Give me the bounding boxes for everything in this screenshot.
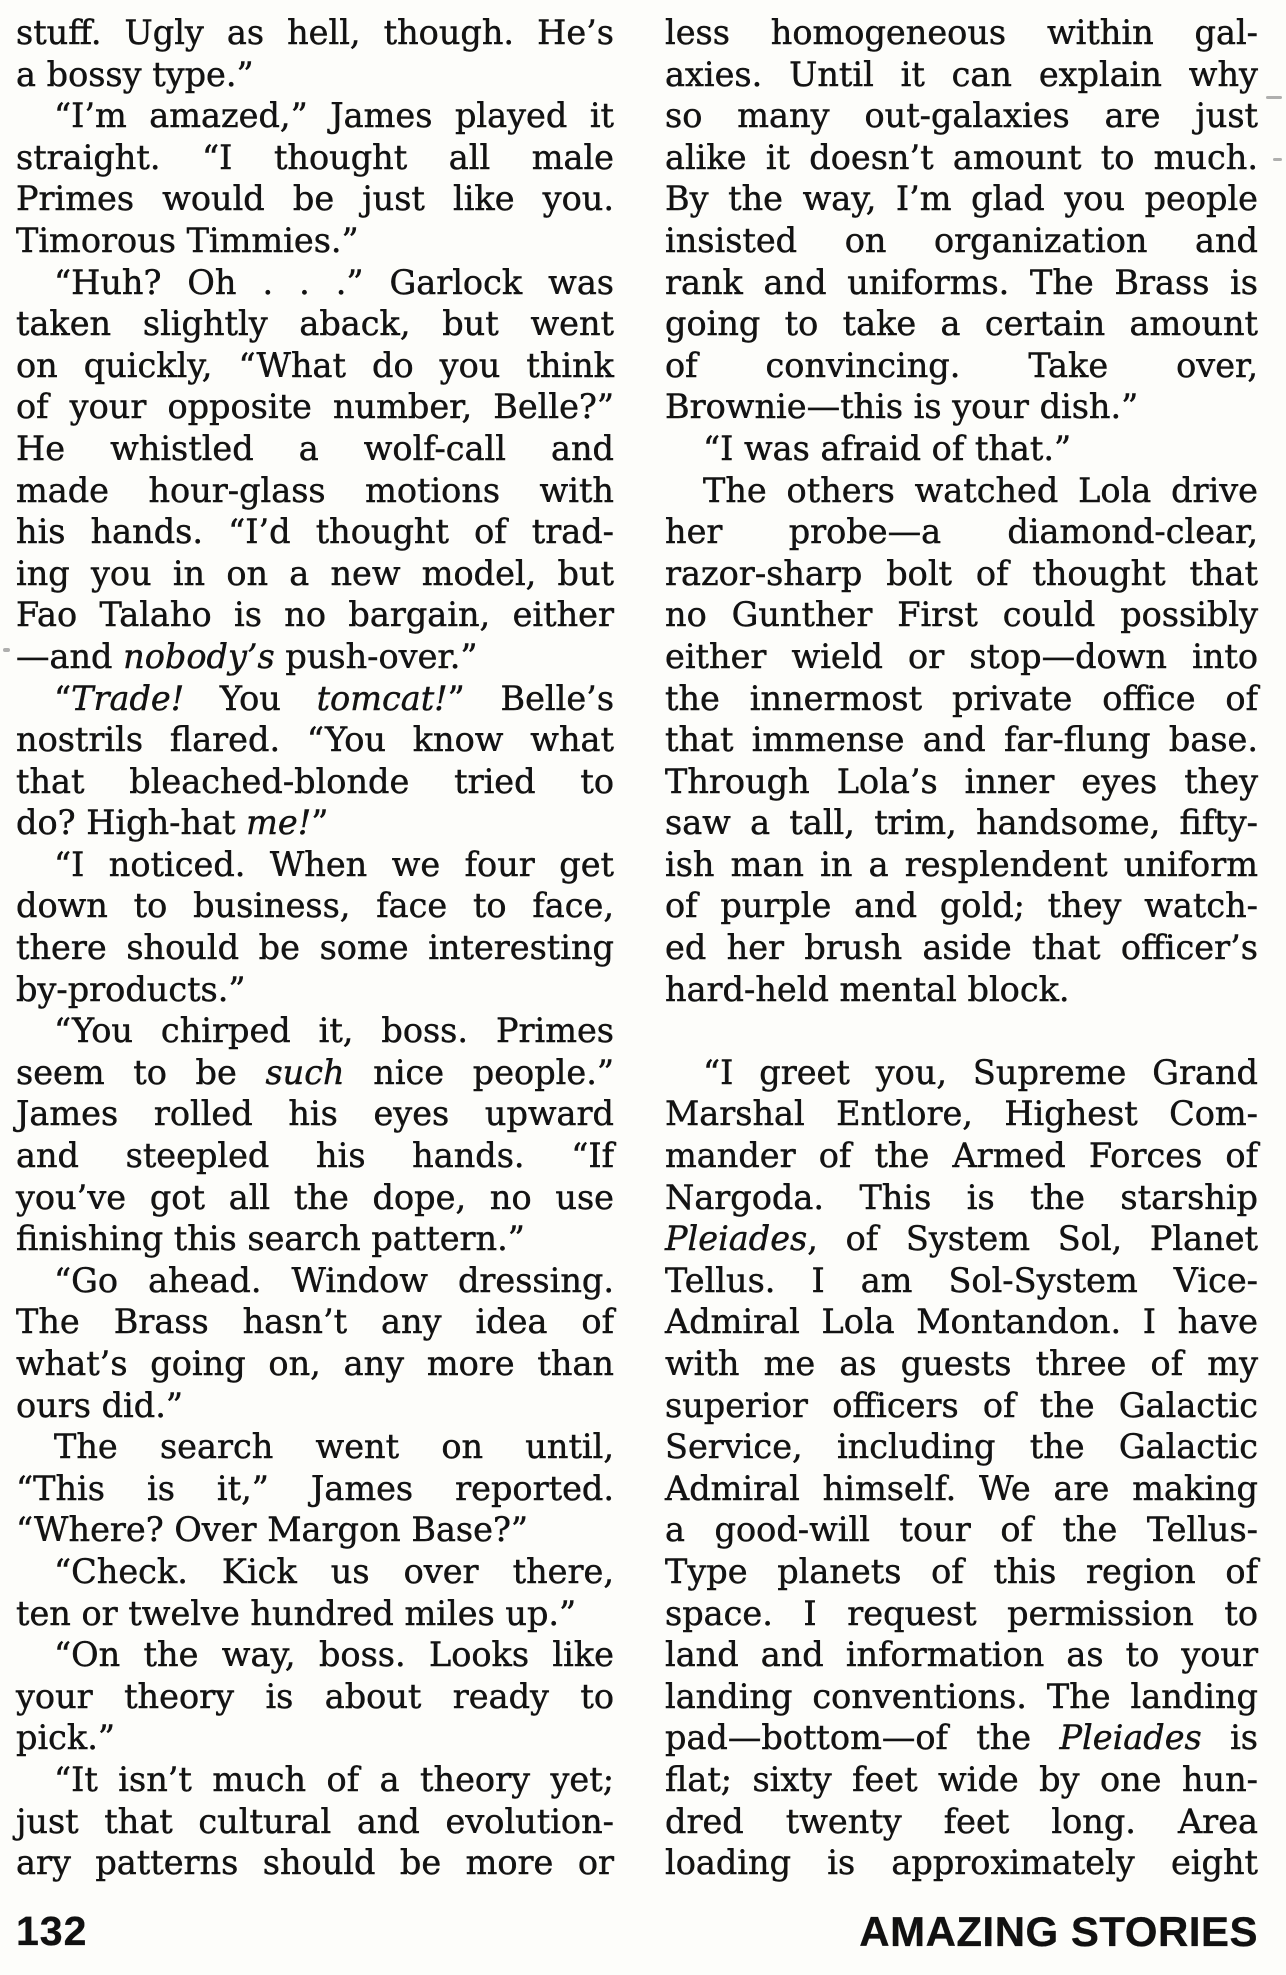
text-line: ary patterns should be more or — [16, 1843, 614, 1883]
text-line: “I’m amazed,” James played it — [54, 96, 614, 136]
text-line: his hands. “I’d thought of trad- — [16, 512, 614, 552]
text-line: Brownie—this is your dish.” — [665, 387, 1139, 427]
text-line: Marshal Entlore, Highest Com- — [665, 1094, 1258, 1134]
text-line: flat; sixty feet wide by one hun- — [665, 1759, 1258, 1799]
text-line: ed her brush aside that officer’s — [665, 928, 1258, 968]
text-line: ish man in a resplendent uniform — [665, 844, 1258, 884]
text-line: Fao Talaho is no bargain, either — [16, 595, 614, 635]
text-line: of purple and gold; they watch- — [665, 886, 1258, 926]
text-line: your theory is about ready to — [16, 1676, 614, 1716]
text-line: going to take a certain amount — [665, 304, 1258, 344]
text-line: the innermost private office of — [665, 678, 1258, 718]
text-line: made hour-glass motions with — [16, 470, 614, 510]
text-line: “I was afraid of that.” — [703, 428, 1072, 468]
text-line: Nargoda. This is the starship — [665, 1177, 1258, 1217]
text-line: either wield or stop—down into — [665, 636, 1258, 676]
text-line: Through Lola’s inner eyes they — [665, 761, 1258, 801]
text-line: mander of the Armed Forces of — [665, 1136, 1258, 1176]
text-line: Tellus. I am Sol-System Vice- — [665, 1260, 1258, 1300]
text-line: “It isn’t much of a theory yet; — [54, 1759, 614, 1799]
text-line: “On the way, boss. Looks like — [54, 1635, 614, 1675]
text-line: of your opposite number, Belle?” — [16, 387, 614, 427]
text-line: “Where? Over Margon Base?” — [16, 1510, 529, 1550]
text-line: “I noticed. When we four get — [54, 844, 614, 884]
text-line: Service, including the Galactic — [665, 1427, 1258, 1467]
text-line: a good-will tour of the Tellus- — [665, 1510, 1258, 1550]
text-line: on quickly, “What do you think — [16, 345, 614, 385]
text-line: “You chirped it, boss. Primes — [54, 1011, 614, 1051]
text-line: “Check. Kick us over there, — [54, 1551, 614, 1591]
text-line: her probe—a diamond-clear, — [665, 512, 1258, 552]
scan-artifact — [1266, 96, 1282, 99]
text-line: “Huh? Oh . . .” Garlock was — [54, 262, 614, 302]
text-line: “This is it,” James reported. — [16, 1468, 614, 1508]
text-line: rank and uniforms. The Brass is — [665, 262, 1258, 302]
text-line: do? High-hat me!” — [16, 803, 329, 843]
text-line: Type planets of this region of — [665, 1551, 1258, 1591]
text-line: with me as guests three of my — [665, 1344, 1258, 1383]
text-line: James rolled his eyes upward — [16, 1094, 614, 1134]
text-line: “Go ahead. Window dressing. — [54, 1260, 614, 1300]
text-line: just that cultural and evolution- — [16, 1801, 614, 1841]
text-line: Admiral himself. We are making — [665, 1468, 1258, 1508]
text-line: space. I request permission to — [665, 1593, 1258, 1633]
text-line: superior officers of the Galactic — [665, 1385, 1258, 1425]
text-line: stuff. Ugly as hell, though. He’s — [16, 13, 614, 52]
scan-artifact — [1273, 158, 1282, 161]
text-line: “Trade! You tomcat!” Belle’s — [54, 678, 615, 718]
text-line: seem to be such nice people.” — [16, 1052, 614, 1092]
text-line: ours did.” — [16, 1385, 183, 1425]
text-line: by-products.” — [16, 969, 246, 1009]
text-line: razor-sharp bolt of thought that — [665, 553, 1258, 593]
text-line: of convincing. Take over, — [665, 345, 1258, 385]
text-line: saw a tall, trim, handsome, fifty- — [665, 803, 1258, 843]
text-line: Timorous Timmies.” — [16, 220, 359, 260]
text-line: The search went on until, — [54, 1427, 614, 1467]
text-line: “I greet you, Supreme Grand — [703, 1052, 1258, 1092]
text-line: you’ve got all the dope, no use — [16, 1177, 614, 1217]
text-line: He whistled a wolf-call and — [16, 428, 614, 468]
magazine-title: AMAZING STORIES — [859, 1908, 1258, 1955]
text-line: that bleached-blonde tried to — [16, 761, 614, 801]
text-line: —and nobody’s push-over.” — [16, 636, 478, 676]
text-line: Pleiades, of System Sol, Planet — [665, 1219, 1258, 1259]
text-line: finishing this search pattern.” — [16, 1219, 525, 1259]
text-line: alike it doesn’t amount to much. — [665, 137, 1258, 177]
text-line: down to business, face to face, — [16, 886, 614, 926]
text-line: axies. Until it can explain why — [665, 54, 1258, 94]
text-line: a bossy type.” — [16, 54, 254, 94]
text-line: and steepled his hands. “If — [16, 1136, 614, 1176]
text-line: no Gunther First could possibly — [665, 595, 1258, 635]
text-line: there should be some interesting — [16, 928, 614, 968]
page-number: 132 — [16, 1908, 88, 1954]
text-line: hard-held mental block. — [665, 969, 1070, 1009]
text-column-left — [16, 12, 614, 1884]
text-line: The others watched Lola drive — [703, 470, 1258, 510]
text-line: land and information as to your — [665, 1635, 1258, 1675]
text-line: ing you in on a new model, but — [16, 553, 614, 593]
text-line: that immense and far-flung base. — [665, 720, 1258, 760]
text-line: loading is approximately eight — [665, 1843, 1258, 1883]
text-line: nostrils flared. “You know what — [16, 720, 614, 760]
scan-artifact — [3, 648, 10, 652]
text-line: pad—bottom—of the Pleiades is — [665, 1718, 1259, 1758]
text-line: Admiral Lola Montandon. I have — [665, 1302, 1258, 1342]
text-line: dred twenty feet long. Area — [665, 1801, 1258, 1841]
text-column-right — [665, 12, 1258, 1884]
text-line: ten or twelve hundred miles up.” — [16, 1593, 577, 1633]
text-line: The Brass hasn’t any idea of — [16, 1302, 614, 1342]
text-line: so many out-galaxies are just — [665, 96, 1258, 136]
blank-line — [665, 1010, 1258, 1052]
text-line: By the way, I’m glad you people — [665, 179, 1258, 219]
text-line: insisted on organization and — [665, 220, 1258, 260]
text-line: landing conventions. The landing — [665, 1676, 1258, 1716]
text-line: straight. “I thought all male — [16, 137, 614, 177]
text-line: Primes would be just like you. — [16, 179, 614, 219]
text-line: what’s going on, any more than — [16, 1344, 614, 1383]
text-line: less homogeneous within gal- — [665, 13, 1258, 52]
text-line: pick.” — [16, 1718, 115, 1758]
text-line: taken slightly aback, but went — [16, 304, 614, 344]
